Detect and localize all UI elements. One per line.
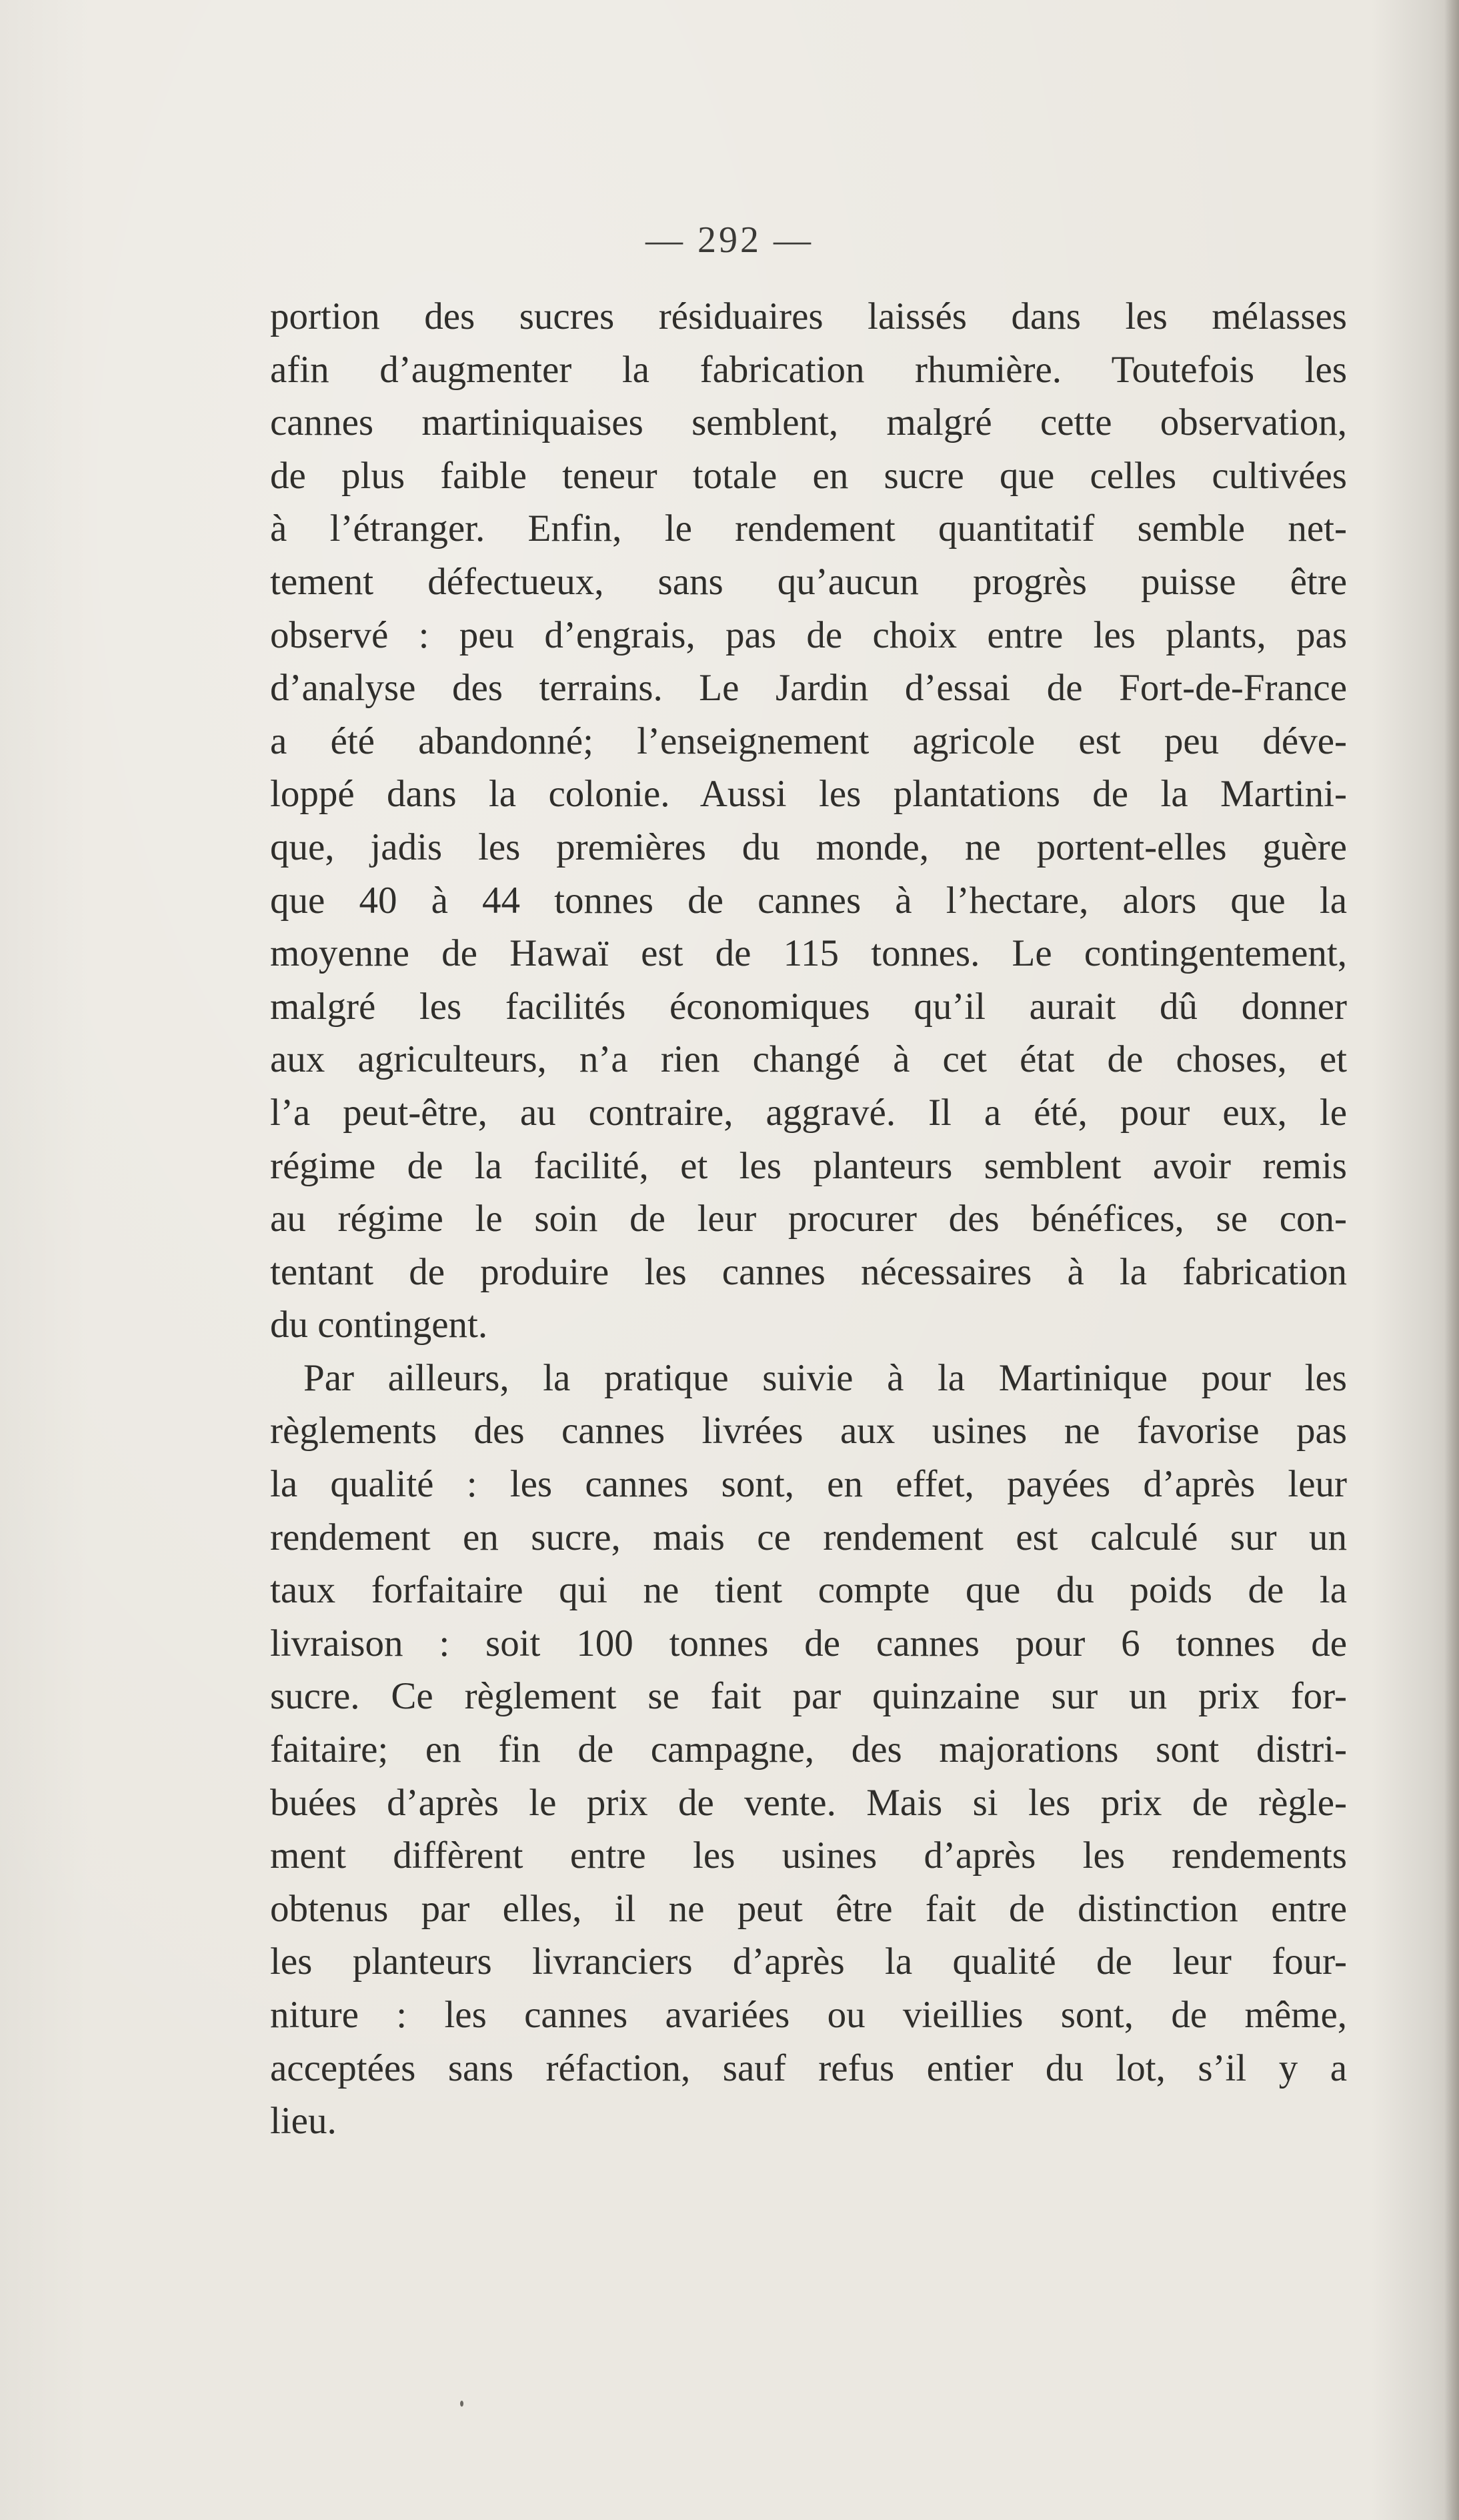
text-line: la qualité : les cannes sont, en effet, payées d’après leur: [270, 1463, 1347, 1506]
text-line: buées d’après le prix de vente. Mais si les prix de règle-: [270, 1781, 1347, 1824]
text-line: Par ailleurs, la pratique suivie à la Martinique pour les: [303, 1356, 1347, 1399]
text-line: tement défectueux, sans qu’aucun progrès puisse être: [270, 560, 1347, 603]
text-line: que 40 à 44 tonnes de cannes à l’hectare, alors que la: [270, 879, 1347, 922]
text-line: loppé dans la colonie. Aussi les plantations de la Martini-: [270, 773, 1347, 816]
text-line: obtenus par elles, il ne peut être fait de distinction entre: [270, 1887, 1347, 1930]
text-line: niture : les cannes avariées ou vieillies sont, de même,: [270, 1994, 1347, 2036]
text-line: l’a peut-être, au contraire, aggravé. Il a été, pour eux, le: [270, 1091, 1347, 1134]
text-line: à l’étranger. Enfin, le rendement quantitatif semble net-: [270, 507, 1347, 550]
text-line: acceptées sans réfaction, sauf refus entier du lot, s’il y a: [270, 2047, 1347, 2089]
text-line: afin d’augmenter la fabrication rhumière. Toutefois les: [270, 348, 1347, 391]
paragraph: [270, 1352, 1347, 2148]
text-line: faitaire; en fin de campagne, des majorations sont distri-: [270, 1728, 1347, 1771]
text-line: moyenne de Hawaï est de 115 tonnes. Le contingentement,: [270, 932, 1347, 975]
text-line: malgré les facilités économiques qu’il aurait dû donner: [270, 985, 1347, 1028]
text-line: ment diffèrent entre les usines d’après les rendements: [270, 1834, 1347, 1877]
text-line: cannes martiniquaises semblent, malgré cette observation,: [270, 401, 1347, 444]
paper-speck: [460, 2401, 463, 2407]
text-line: de plus faible teneur totale en sucre que celles cultivées: [270, 454, 1347, 497]
text-line: rendement en sucre, mais ce rendement est calculé sur un: [270, 1516, 1347, 1558]
text-line: portion des sucres résiduaires laissés dans les mélasses: [270, 295, 1347, 337]
text-line: aux agriculteurs, n’a rien changé à cet état de choses, et: [270, 1038, 1347, 1081]
page-number: — 292 —: [645, 219, 814, 261]
text-line: observé : peu d’engrais, pas de choix entre les plants, pas: [270, 613, 1347, 656]
text-line: tentant de produire les cannes nécessaires à la fabrication: [270, 1250, 1347, 1293]
page-edge-shadow: [1444, 0, 1459, 2520]
body-text: [270, 290, 1347, 2148]
text-line: règlements des cannes livrées aux usines ne favorise pas: [270, 1410, 1347, 1452]
text-line: les planteurs livranciers d’après la qualité de leur four-: [270, 1941, 1347, 1983]
text-line: régime de la facilité, et les planteurs semblent avoir remis: [270, 1144, 1347, 1187]
text-line: lieu.: [270, 2100, 337, 2143]
paragraphs: [270, 290, 1347, 2148]
text-line: que, jadis les premières du monde, ne portent-elles guère: [270, 826, 1347, 868]
text-line: livraison : soit 100 tonnes de cannes pour 6 tonnes de: [270, 1622, 1347, 1664]
text-line: d’analyse des terrains. Le Jardin d’essai de Fort-de-France: [270, 667, 1347, 710]
text-line: au régime le soin de leur procurer des bénéfices, se con-: [270, 1198, 1347, 1240]
text-line: taux forfaitaire qui ne tient compte que du poids de la: [270, 1569, 1347, 1612]
text-line: a été abandonné; l’enseignement agricole est peu déve-: [270, 720, 1347, 762]
text-line: du contingent.: [270, 1304, 488, 1346]
paragraph: [270, 290, 1347, 1352]
text-line: sucre. Ce règlement se fait par quinzaine sur un prix for-: [270, 1675, 1347, 1718]
